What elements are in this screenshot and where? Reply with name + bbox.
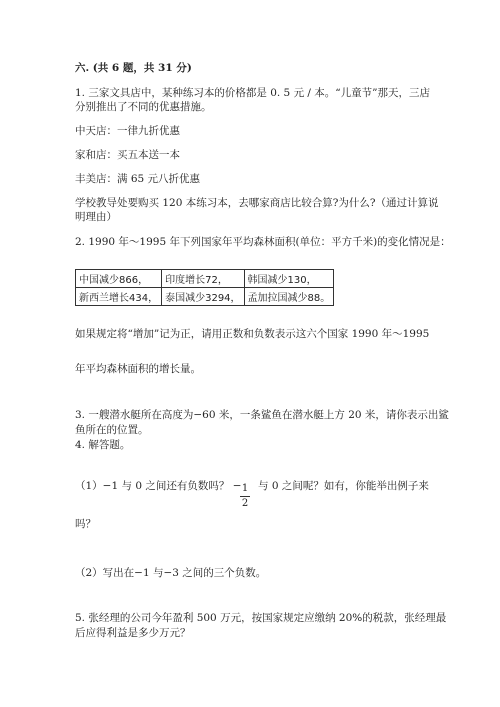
q1-store-jiahe: 家和店：买五本送一本 [75, 149, 180, 161]
q1-line2: 分别推出了不同的优惠措施。 [75, 101, 212, 113]
table-row [76, 288, 334, 306]
q1-store-zhongtian: 中天店：一律九折优惠 [75, 125, 180, 137]
q4-part1-a: （1）−1 与 0 之间还有负数吗？ − [75, 480, 242, 492]
q2-ask-line2: 年平均森林面积的增长量。 [75, 363, 201, 375]
q4-part1-c: 吗？ [75, 518, 96, 530]
q3-line1: 3. 一艘潜水艇所在高度为−60 米，一条鲨鱼在潜水艇上方 20 米，请你表示出鲨 [75, 409, 449, 421]
fraction-numerator: 1 [241, 483, 249, 494]
q1-line1: 1. 三家文具店中，某种练习本的价格都是 0. 5 元 / 本。“儿童节”那天，三店 [75, 87, 431, 99]
table-cell: 新西兰增长434， [76, 288, 162, 306]
q3-line2: 鱼所在的位置。 [75, 424, 149, 436]
table-cell: 泰国减少3294， [162, 288, 244, 306]
q4-part2: （2）写出在−1 与−3 之间的三个负数。 [75, 567, 267, 579]
q1-ask-line2: 明理由） [75, 211, 117, 223]
fraction-denominator: 2 [241, 498, 249, 509]
forest-table [75, 269, 334, 306]
q1-store-fengmei: 丰美店：满 65 元八折优惠 [75, 173, 201, 185]
table-row [76, 270, 334, 288]
q2-ask-line1: 如果规定将“增加”记为正，请用正数和负数表示这六个国家 1990 年～1995 [75, 328, 430, 340]
q5-line1: 5. 张经理的公司今年盈利 500 万元，按国家规定应缴纳 20%的税款，张经理最 [75, 612, 447, 624]
section-title: 六. (共 6 题，共 31 分) [75, 62, 192, 74]
q5-line2: 后应得利益是多少万元？ [75, 627, 191, 639]
table-cell: 中国减少866， [76, 270, 162, 288]
q2-intro: 2. 1990 年～1995 年下列国家年平均森林面积(单位：平方千米)的变化情况是： [75, 236, 451, 248]
table-cell: 印度增长72， [162, 270, 244, 288]
table-cell: 韩国减少130， [244, 270, 334, 288]
q4-part1-b: 与 0 之间呢？如有，你能举出例子来 [258, 480, 429, 492]
q1-ask-line1: 学校教导处要购买 120 本练习本，去哪家商店比较合算?为什么?（通过计算说 [75, 197, 439, 209]
q4-title: 4. 解答题。 [75, 439, 131, 451]
fraction-one-half [240, 483, 250, 510]
table-cell: 孟加拉国减少88。 [244, 288, 334, 306]
fraction-bar [240, 496, 250, 497]
